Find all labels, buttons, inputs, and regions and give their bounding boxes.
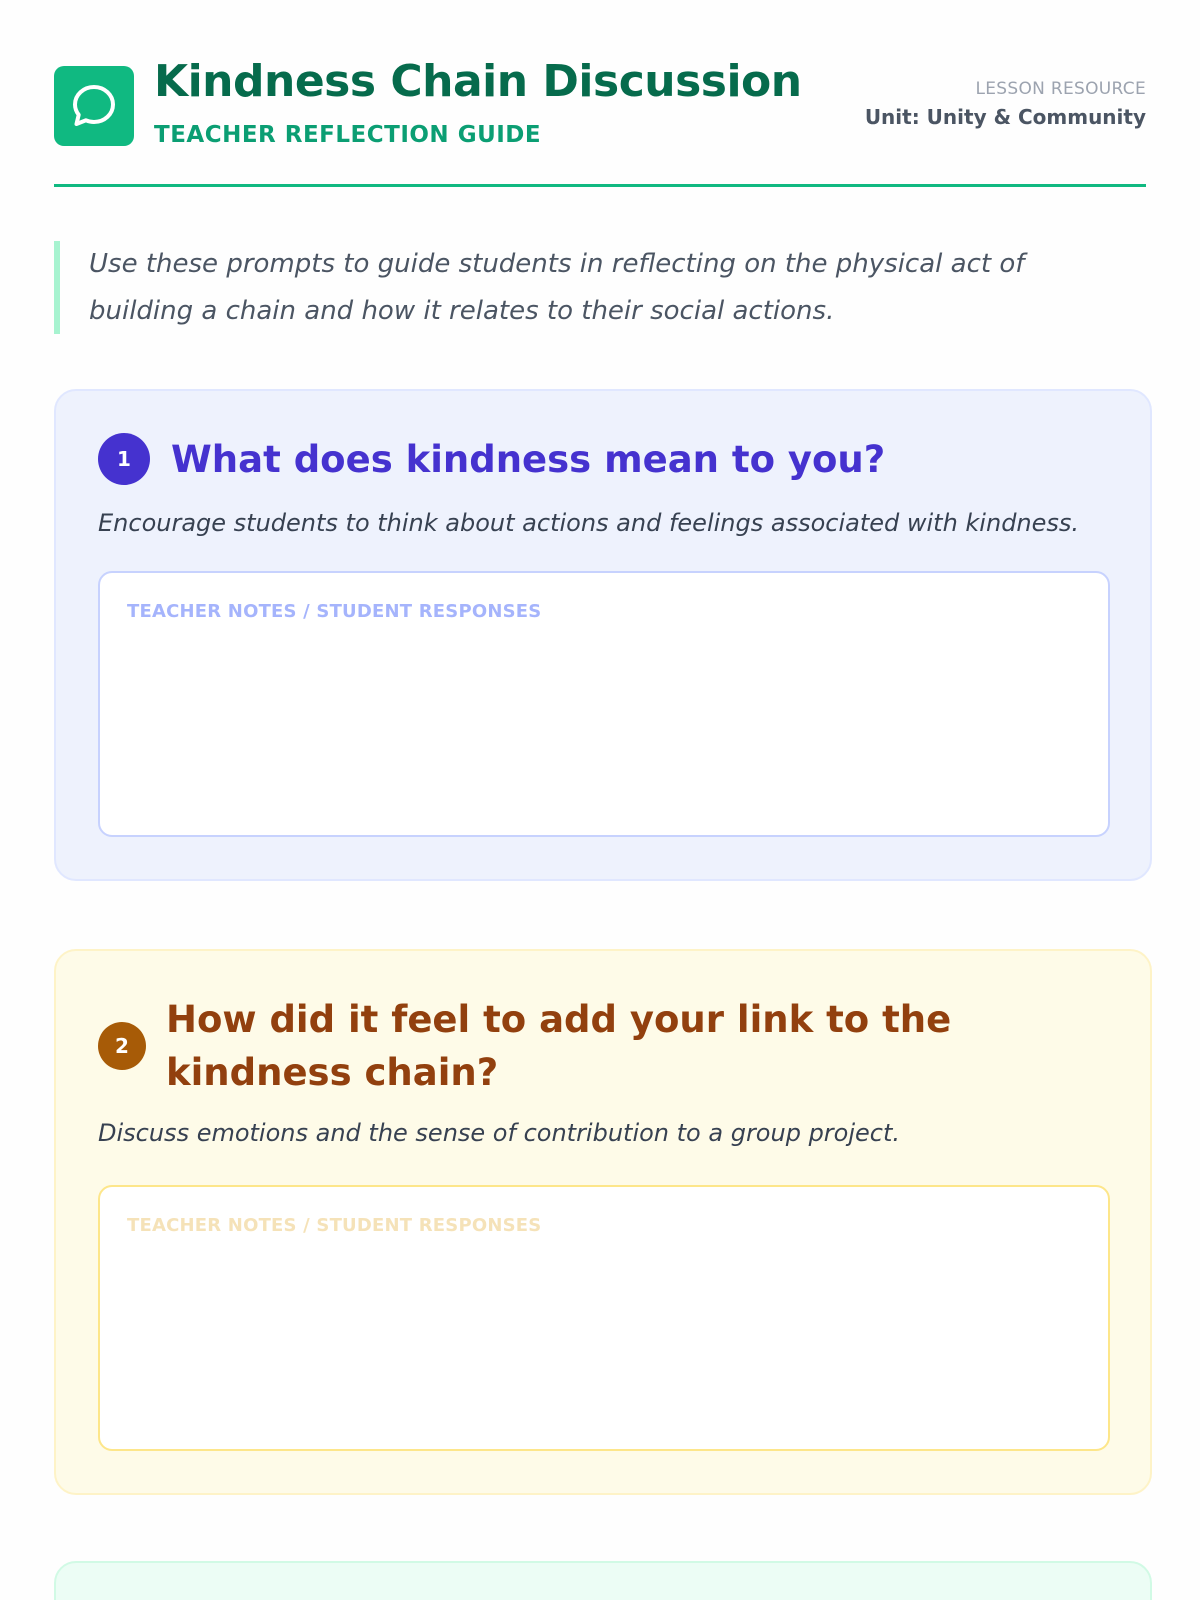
- notes-label: TEACHER NOTES / STUDENT RESPONSES: [127, 1215, 542, 1236]
- page-subtitle: TEACHER REFLECTION GUIDE: [154, 122, 542, 148]
- notes-area[interactable]: [98, 571, 1110, 837]
- question-title: What does kindness mean to you?: [171, 437, 886, 481]
- chat-bubble-icon: [54, 66, 134, 146]
- question-header: [98, 993, 1108, 1099]
- question-description: Encourage students to think about actions and feelings associated with kindness.: [98, 509, 1080, 537]
- notes-area[interactable]: [98, 1185, 1110, 1451]
- unit-name: Unit: Unity & Community: [864, 105, 1146, 129]
- notes-label: TEACHER NOTES / STUDENT RESPONSES: [127, 601, 542, 622]
- page-header: [54, 0, 1146, 187]
- intro-text: Use these prompts to guide students in reflecting on the physical act of building a chain and how it relates to their social actions.: [54, 241, 1054, 334]
- question-number-badge: 2: [98, 1022, 146, 1070]
- question-card-2: [54, 949, 1152, 1495]
- question-header: [98, 431, 1108, 487]
- question-title: How did it feel to add your link to the kindness chain?: [166, 998, 952, 1094]
- lesson-resource-label: LESSON RESOURCE: [975, 79, 1146, 99]
- question-card-1: [54, 389, 1152, 881]
- page-title: Kindness Chain Discussion: [154, 56, 802, 107]
- question-description: Discuss emotions and the sense of contribution to a group project.: [98, 1119, 901, 1147]
- question-card-3: [54, 1561, 1152, 1600]
- question-number-badge: 1: [98, 433, 150, 485]
